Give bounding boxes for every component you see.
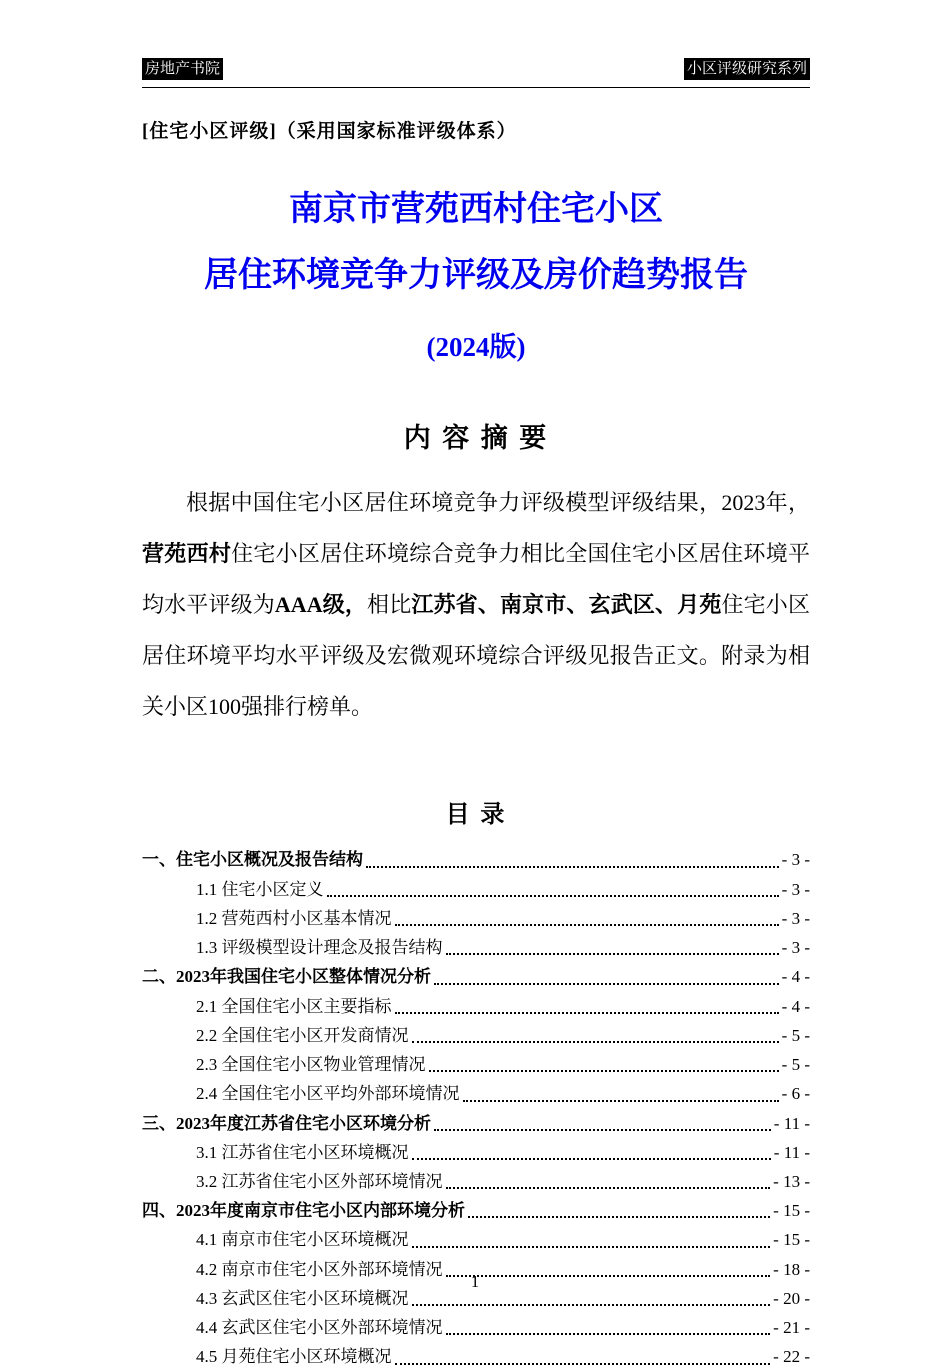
summary-segment: 住宅小区居住环境综合竞争力相比全国住宅小区居住环境平均水平评级为 <box>142 541 810 618</box>
toc-item <box>142 1342 810 1371</box>
toc-item-page: - 13 - <box>773 1171 810 1191</box>
toc-leader-dots <box>468 1216 770 1218</box>
toc-leader-dots <box>327 895 779 897</box>
summary-segment: 住宅小区居住环境平均水平评级及宏微观环境综合评级见报告正文。附录为相关小区100强排行榜单。 <box>142 592 810 720</box>
toc-leader-dots <box>412 1041 779 1043</box>
toc-item <box>142 1050 810 1079</box>
toc-item-page: - 18 - <box>773 1259 810 1279</box>
toc-item-page: - 15 - <box>773 1201 810 1221</box>
toc-item <box>142 962 810 991</box>
toc-heading: 目 录 <box>445 801 507 829</box>
toc-item-label: 4.2 南京市住宅小区外部环境情况 <box>196 1259 443 1279</box>
title-block <box>142 193 810 364</box>
summary-segment: AAA级， <box>274 592 368 618</box>
toc-item-label: 2.2 全国住宅小区开发商情况 <box>196 1025 409 1045</box>
toc-item <box>142 1079 810 1108</box>
report-series-subtitle: [住宅小区评级]（采用国家标准评级体系） <box>142 121 517 143</box>
toc-item <box>142 1109 810 1138</box>
toc-item-label: 三、2023年度江苏省住宅小区环境分析 <box>142 1113 431 1133</box>
toc-item-page: - 11 - <box>773 1142 810 1162</box>
toc-leader-dots <box>434 1129 771 1131</box>
page-number: 1 <box>470 1272 480 1291</box>
header-left-label: 房地产书院 <box>142 58 223 80</box>
toc-item <box>142 1138 810 1167</box>
toc-item-label: 4.1 南京市住宅小区环境概况 <box>196 1230 409 1250</box>
toc-leader-dots <box>434 983 779 985</box>
toc-item <box>142 1313 810 1342</box>
toc-item-page: - 21 - <box>773 1318 810 1338</box>
report-title-line2: 居住环境竞争力评级及房价趋势报告 <box>204 257 748 295</box>
toc-item <box>142 1196 810 1225</box>
toc-item-page: - 15 - <box>773 1230 810 1250</box>
toc-item <box>142 992 810 1021</box>
toc-leader-dots <box>412 1158 771 1160</box>
toc-item-label: 4.3 玄武区住宅小区环境概况 <box>196 1288 409 1308</box>
toc-item-page: - 6 - <box>781 1084 810 1104</box>
summary-segment: 根据中国住宅小区居住环境竞争力评级模型评级结果，2023年， <box>186 490 810 516</box>
toc-leader-dots <box>429 1070 779 1072</box>
toc-item <box>142 845 810 874</box>
toc-item-label: 一、住宅小区概况及报告结构 <box>142 850 363 870</box>
toc-item-label: 四、2023年度南京市住宅小区内部环境分析 <box>142 1201 465 1221</box>
toc-item-label: 2.3 全国住宅小区物业管理情况 <box>196 1055 426 1075</box>
toc-item-label: 4.5 月苑住宅小区环境概况 <box>196 1347 392 1367</box>
toc-item-label: 4.4 玄武区住宅小区外部环境情况 <box>196 1318 443 1338</box>
toc-item-page: - 3 - <box>781 938 810 958</box>
toc-leader-dots <box>395 1012 779 1014</box>
summary-segment: 江苏省、南京市、玄武区、月苑 <box>411 592 722 618</box>
toc-leader-dots <box>446 1187 771 1189</box>
toc-item-label: 1.2 营苑西村小区基本情况 <box>196 908 392 928</box>
toc-item <box>142 1225 810 1254</box>
toc-item-label: 1.1 住宅小区定义 <box>196 879 324 899</box>
report-title-line1: 南京市营苑西村住宅小区 <box>289 191 663 229</box>
toc-leader-dots <box>395 1363 771 1365</box>
toc-list <box>142 845 810 1371</box>
toc-leader-dots <box>366 866 779 868</box>
toc-item-page: - 3 - <box>781 879 810 899</box>
toc-item-page: - 4 - <box>781 996 810 1016</box>
toc-item-page: - 5 - <box>781 1055 810 1075</box>
toc-item-page: - 20 - <box>773 1288 810 1308</box>
toc-leader-dots <box>395 924 779 926</box>
toc-leader-dots <box>463 1100 779 1102</box>
toc-item-page: - 4 - <box>781 967 810 987</box>
toc-item-page: - 3 - <box>781 908 810 928</box>
toc-item <box>142 904 810 933</box>
toc-leader-dots <box>412 1246 771 1248</box>
toc-item-page: - 5 - <box>781 1025 810 1045</box>
toc-item-label: 3.1 江苏省住宅小区环境概况 <box>196 1142 409 1162</box>
toc-item-label: 1.3 评级模型设计理念及报告结构 <box>196 938 443 958</box>
toc-item-label: 二、2023年我国住宅小区整体情况分析 <box>142 967 431 987</box>
toc-item <box>142 1021 810 1050</box>
header-right-label: 小区评级研究系列 <box>684 58 810 80</box>
toc-leader-dots <box>412 1304 771 1306</box>
toc-leader-dots <box>446 953 779 955</box>
page-header <box>142 58 810 88</box>
summary-paragraph <box>142 477 810 732</box>
toc-item-page: - 11 - <box>773 1113 810 1133</box>
summary-segment: 相比 <box>367 592 412 618</box>
summary-segment: 营苑西村 <box>142 541 232 567</box>
toc-item-page: - 22 - <box>773 1347 810 1367</box>
summary-heading: 内 容 摘 要 <box>403 423 549 454</box>
toc-item-label: 2.4 全国住宅小区平均外部环境情况 <box>196 1084 460 1104</box>
toc-item <box>142 1167 810 1196</box>
toc-item-label: 3.2 江苏省住宅小区外部环境情况 <box>196 1171 443 1191</box>
toc-item <box>142 933 810 962</box>
toc-leader-dots <box>446 1333 771 1335</box>
report-edition: (2024版) <box>426 332 526 363</box>
toc-item <box>142 875 810 904</box>
toc-item-page: - 3 - <box>781 850 810 870</box>
toc-item-label: 2.1 全国住宅小区主要指标 <box>196 996 392 1016</box>
